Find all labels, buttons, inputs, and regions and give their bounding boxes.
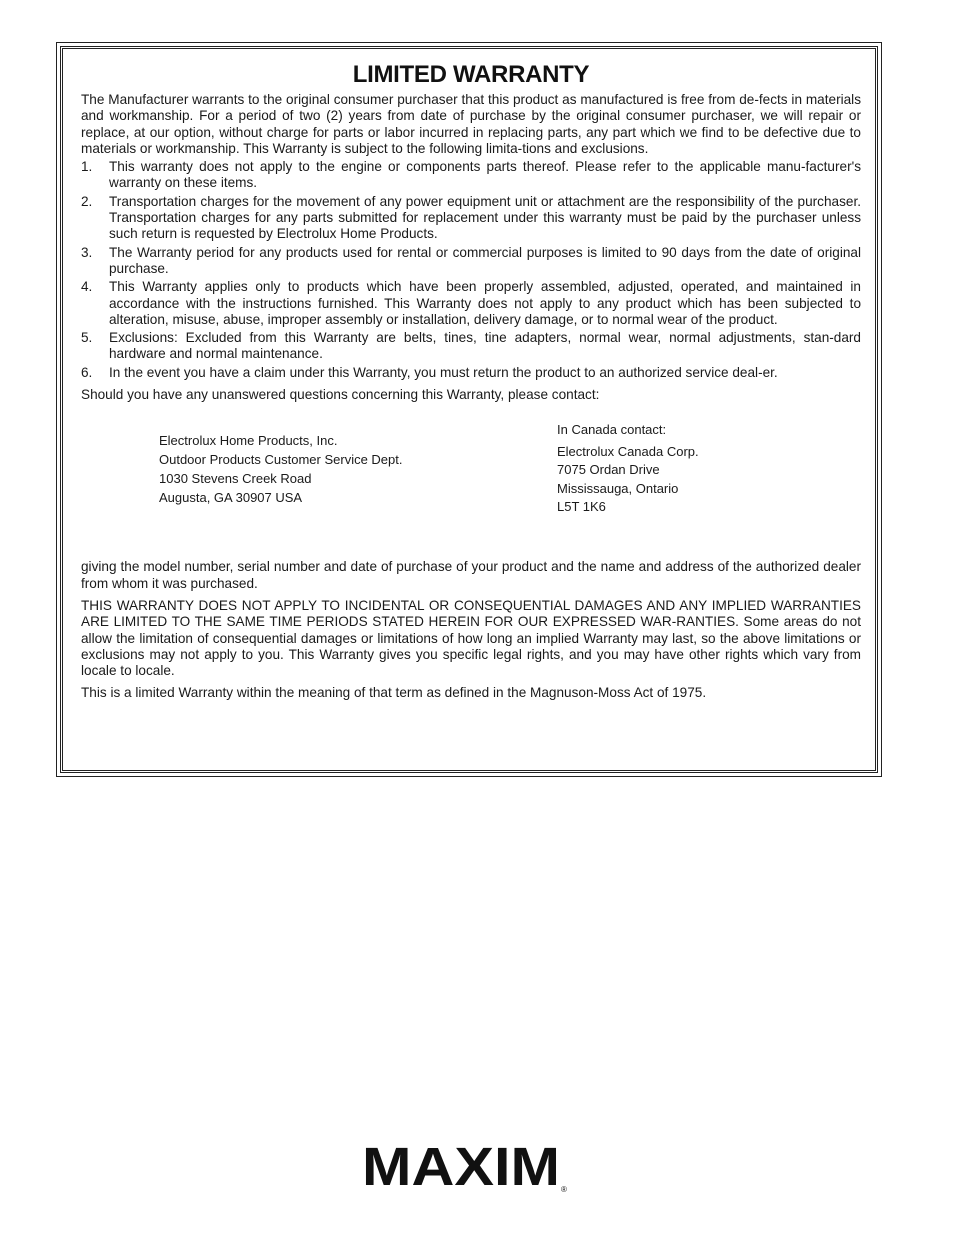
registered-mark: ® [561,1185,567,1194]
canada-address-line: Electrolux Canada Corp. [557,443,699,459]
warranty-disclaimer: THIS WARRANTY DOES NOT APPLY TO INCIDENTAL OR CONSEQUENTIAL DAMAGES AND ANY IMPLIED WARRANTIES ARE LIMITED TO THE SAME TIME PERIODS STATED HEREIN FOR OUR EXPRESSED WAR-RANTIES. Some areas do not allow the limitation of consequential damages or limitations of how long an implied Warranty may last, so the above limitations or exclusions may not apply to you. This Warranty gives you specific legal rights, and you may have other rights which vary from locale to locale. [81,597,861,679]
term-number: 3. [81,244,93,260]
term-text: This warranty does not apply to the engine or components parts thereof. Please refer to the applicable manu-facturer's warranty on these items. [109,159,861,191]
canada-address-line: 7075 Ordan Drive [557,462,660,478]
term-text: In the event you have a claim under this Warranty, you must return the product to an authorized service deal-er. [109,364,778,380]
warranty-intro: The Manufacturer warrants to the original consumer purchaser that this product as manufactured is free from de-fects in materials and workmanship. For a period of two (2) years from date of purchase by the original consumer purchaser, we will repair or replace, at our option, without charge for parts or labor incurred in replacing parts, any part which we find to be defective due to materials or workmanship. This Warranty is subject to the following limita-tions and exclusions. [81,92,861,156]
term-text: Exclusions: Excluded from this Warranty are belts, tines, tine adapters, normal wear, normal adjustments, stan-dard hardware and normal maintenance. [109,330,861,362]
warranty-term [81,330,861,363]
warranty-frame-inner [60,46,878,773]
contact-addresses [81,403,861,553]
term-text: The Warranty period for any products used for rental or commercial purposes is limited to 90 days from the date of original purchase. [109,244,861,276]
warranty-term [81,365,861,381]
term-text: Transportation charges for the movement of any power equipment unit or attachment are the responsibility of the purchaser. Transportation charges for any parts submitted for replacement under this warranty must be paid by the purchaser unless such return is requested by Electrolux Home Products. [109,193,861,242]
term-number: 1. [81,159,93,175]
warranty-terms-list [81,159,861,381]
us-address-line: 1030 Stevens Creek Road [159,471,312,487]
us-address-line: Electrolux Home Products, Inc. [159,433,338,449]
warranty-term [81,245,861,278]
term-number: 2. [81,193,93,209]
warranty-frame [56,42,882,777]
canada-address [557,421,699,517]
magnuson-moss-note: This is a limited Warranty within the meaning of that term as defined in the Magnuson-Moss Act of 1975. [81,685,707,701]
us-address [159,431,403,507]
us-address-line: Outdoor Products Customer Service Dept. [159,452,403,468]
canada-address-line: L5T 1K6 [557,499,606,515]
term-text: This Warranty applies only to products which have been properly assembled, adjusted, operated, and maintained in accordance with the instructions furnished. This Warranty does not apply to any product which has been subjected to alteration, misuse, abuse, improper assembly or installation, delivery damage, or to normal wear of the product. [109,279,861,327]
term-number: 4. [81,279,93,295]
canada-contact-lead: In Canada contact: [557,422,667,438]
warranty-title: LIMITED WARRANTY [352,61,590,88]
canada-address-line: Mississauga, Ontario [557,480,679,496]
term-number: 6. [81,364,93,380]
warranty-term [81,159,861,192]
warranty-content [81,61,861,702]
maxim-logo [362,1138,572,1194]
warranty-term [81,194,861,243]
maxim-logo-text: MAXIM [362,1138,560,1194]
term-number: 5. [81,330,93,346]
us-address-line: Augusta, GA 30907 USA [159,490,303,506]
warranty-term [81,279,861,328]
contact-intro: Should you have any unanswered questions concerning this Warranty, please contact: [81,387,600,403]
giving-details: giving the model number, serial number and date of purchase of your product and the name and address of the authorized dealer from whom it was purchased. [81,559,861,591]
